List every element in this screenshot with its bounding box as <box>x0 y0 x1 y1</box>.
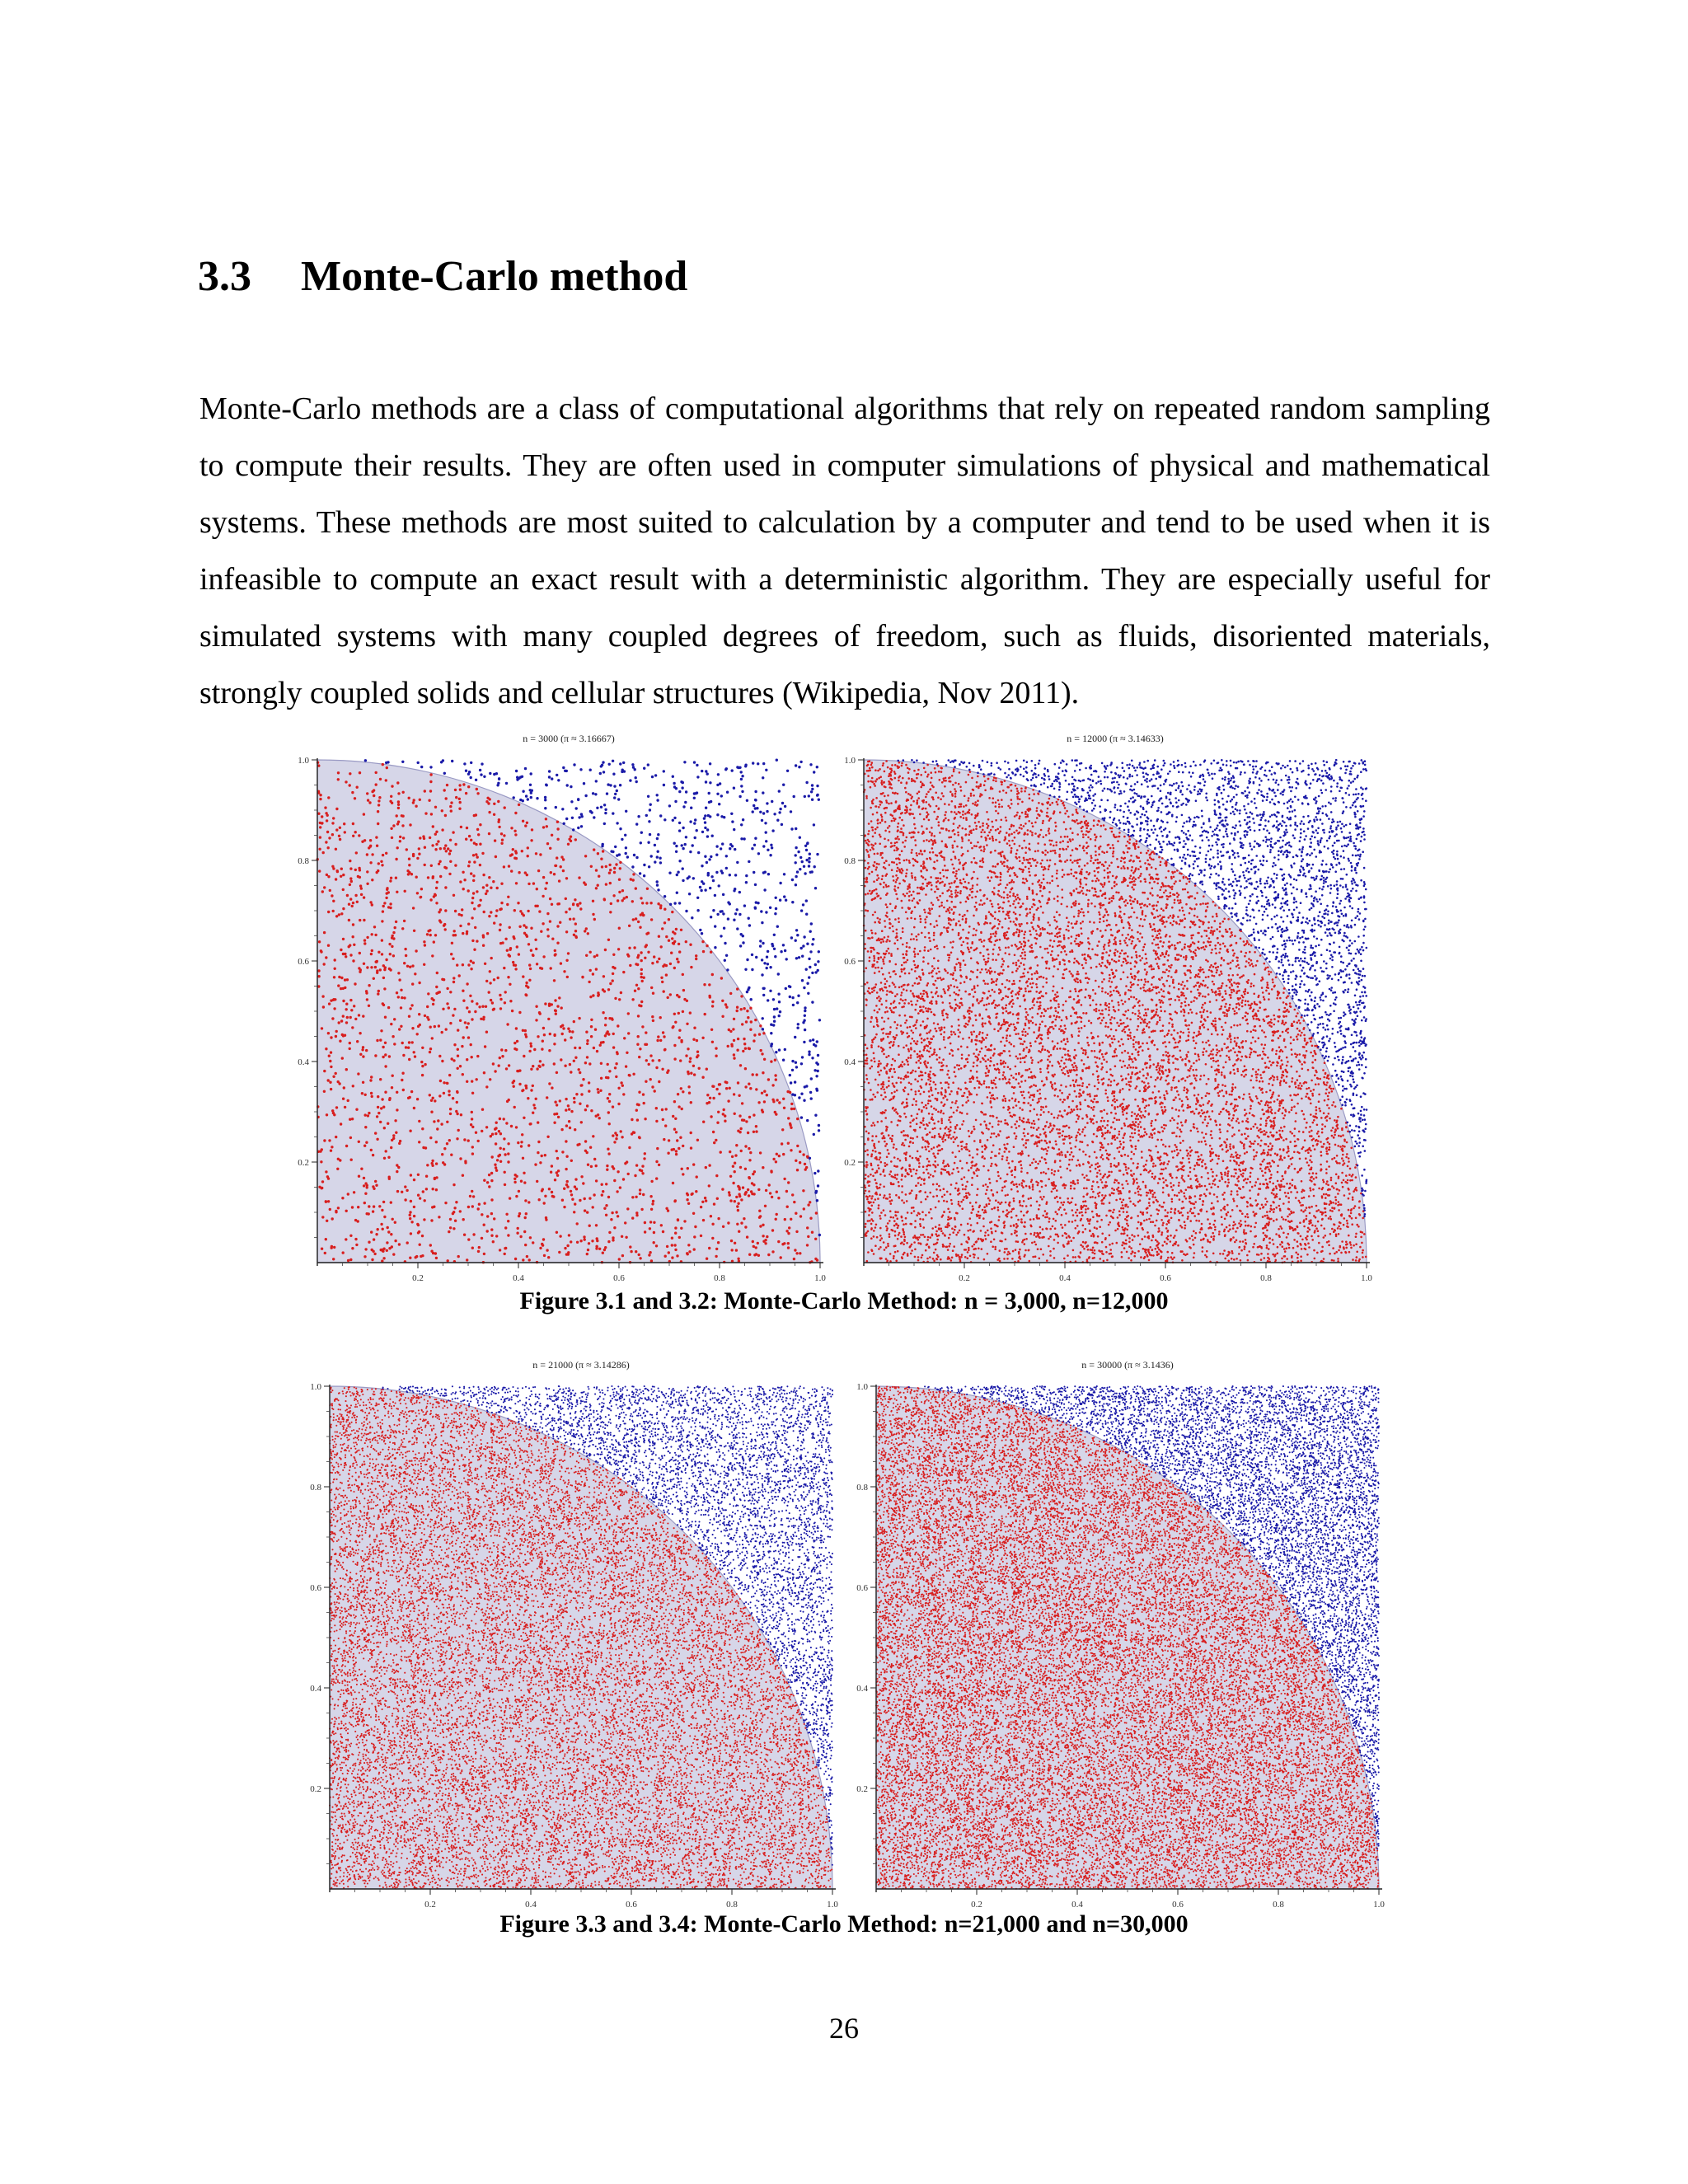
y-tick-label: 0.6 <box>310 1583 321 1593</box>
body-paragraph: Monte-Carlo methods are a class of computational algorithms that rely on repeated random sampling to compute their results. They are often used in computer simulations of physical and mathematical systems. These methods are most suited to calculation by a computer and tend to be used when it is infeasible to compute an exact result with a deterministic algorithm. They are especially useful for simulated systems with many coupled degrees of freedom, such as fluids, disoriented materials, strongly coupled solids and cellular structures (Wikipedia, Nov 2011). <box>199 391 1490 710</box>
x-tick-label: 0.6 <box>1160 1273 1171 1283</box>
y-tick-label: 1.0 <box>844 756 856 766</box>
x-tick-label: 0.6 <box>626 1900 637 1910</box>
scatter-plot-n21000 <box>297 1352 841 1910</box>
y-tick-label: 0.4 <box>298 1057 309 1067</box>
scatter-plot-svg <box>831 725 1375 1283</box>
y-tick-label: 1.0 <box>298 756 309 766</box>
x-tick-label: 1.0 <box>1373 1900 1385 1910</box>
x-tick-label: 0.4 <box>1071 1900 1083 1910</box>
y-tick-label: 0.2 <box>298 1158 309 1168</box>
x-tick-label: 0.8 <box>714 1273 725 1283</box>
x-tick-label: 0.2 <box>424 1900 436 1910</box>
y-tick-label: 0.6 <box>298 957 309 967</box>
scatter-plot-n3000 <box>284 725 828 1283</box>
scatter-plot-n30000 <box>843 1352 1387 1910</box>
x-tick-label: 0.8 <box>726 1900 738 1910</box>
page-number: 26 <box>829 2012 859 2045</box>
x-tick-label: 0.2 <box>412 1273 424 1283</box>
chart-title: n = 3000 (π ≈ 3.16667) <box>523 733 615 744</box>
y-tick-label: 0.2 <box>856 1784 868 1794</box>
y-tick-label: 0.8 <box>298 856 309 866</box>
y-tick-label: 0.4 <box>844 1057 856 1067</box>
figure-caption-1: Figure 3.1 and 3.2: Monte-Carlo Method: n = 3,000, n=12,000 <box>519 1287 1169 1315</box>
x-tick-label: 0.4 <box>525 1900 537 1910</box>
x-tick-label: 0.6 <box>1172 1900 1184 1910</box>
x-tick-label: 0.2 <box>971 1900 982 1910</box>
y-tick-label: 1.0 <box>856 1382 868 1392</box>
section-title: Monte-Carlo method <box>301 253 688 300</box>
y-tick-label: 0.6 <box>856 1583 868 1593</box>
x-tick-label: 0.8 <box>1273 1900 1284 1910</box>
y-tick-label: 0.2 <box>310 1784 321 1794</box>
figure-caption-2: Figure 3.3 and 3.4: Monte-Carlo Method: n=21,000 and n=30,000 <box>499 1910 1189 1938</box>
chart-title: n = 21000 (π ≈ 3.14286) <box>532 1359 630 1371</box>
y-tick-label: 0.4 <box>310 1684 321 1694</box>
scatter-plot-n12000 <box>831 725 1375 1283</box>
x-tick-label: 0.4 <box>1059 1273 1071 1283</box>
section-number: 3.3 <box>198 253 251 300</box>
y-tick-label: 0.8 <box>856 1483 868 1493</box>
x-tick-label: 0.2 <box>959 1273 970 1283</box>
y-tick-label: 1.0 <box>310 1382 321 1392</box>
y-tick-label: 0.8 <box>844 856 856 866</box>
section-heading <box>198 251 687 302</box>
chart-title: n = 12000 (π ≈ 3.14633) <box>1067 733 1164 744</box>
x-tick-label: 0.8 <box>1260 1273 1272 1283</box>
y-tick-label: 0.4 <box>856 1684 868 1694</box>
x-tick-label: 0.6 <box>613 1273 625 1283</box>
scatter-plot-svg <box>843 1352 1387 1910</box>
chart-title: n = 30000 (π ≈ 3.1436) <box>1081 1359 1174 1371</box>
x-tick-label: 0.4 <box>513 1273 524 1283</box>
y-tick-label: 0.6 <box>844 957 856 967</box>
y-tick-label: 0.2 <box>844 1158 856 1168</box>
y-tick-label: 0.8 <box>310 1483 321 1493</box>
scatter-plot-svg <box>297 1352 841 1910</box>
x-tick-label: 1.0 <box>1361 1273 1372 1283</box>
x-tick-label: 1.0 <box>827 1900 838 1910</box>
x-tick-label: 1.0 <box>814 1273 826 1283</box>
scatter-plot-svg <box>284 725 828 1283</box>
